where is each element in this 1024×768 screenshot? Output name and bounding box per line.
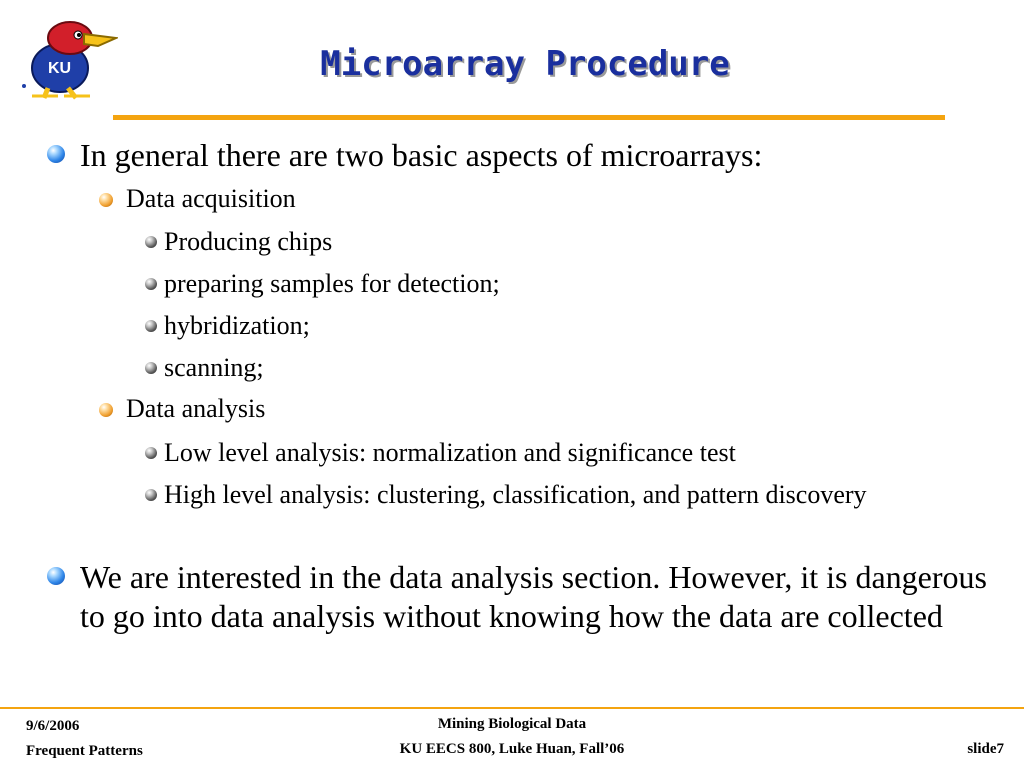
logo-text: KU bbox=[48, 60, 72, 77]
bullet-level2-item: Data acquisition bbox=[126, 184, 296, 213]
bullet-level3-item: hybridization; bbox=[164, 311, 310, 340]
bullet-level3-item: Producing chips bbox=[164, 227, 333, 256]
bullet-level3-item: preparing samples for detection; bbox=[164, 269, 500, 298]
slide-title: Microarray Procedure bbox=[320, 44, 730, 84]
bullet-icon bbox=[47, 145, 65, 163]
bullet-icon bbox=[145, 278, 157, 290]
bullet-level1-item: We are interested in the data analysis section. However, it is dangerous to go into data analysis without knowing how the data are collected bbox=[80, 559, 987, 634]
bullet-icon bbox=[145, 236, 157, 248]
bullet-icon bbox=[99, 193, 113, 207]
bullet-icon bbox=[145, 362, 157, 374]
bullet-icon bbox=[145, 447, 157, 459]
bullet-level1-item: In general there are two basic aspects of microarrays: bbox=[80, 137, 763, 173]
footer-rule bbox=[0, 707, 1024, 709]
bullet-level3-item: scanning; bbox=[164, 353, 264, 382]
footer-topic: Frequent Patterns bbox=[26, 743, 143, 759]
footer-slide-number: slide7 bbox=[967, 741, 1004, 757]
bullet-icon bbox=[47, 567, 65, 585]
footer-date: 9/6/2006 bbox=[26, 718, 80, 734]
bullet-icon bbox=[99, 403, 113, 417]
bullet-level3-item: High level analysis: clustering, classification, and pattern discovery bbox=[164, 480, 867, 509]
footer-course-title: Mining Biological Data bbox=[437, 716, 587, 732]
bullet-icon bbox=[145, 489, 157, 501]
bullet-level2-item: Data analysis bbox=[126, 394, 266, 423]
bullet-icon bbox=[145, 320, 157, 332]
bullet-level3-item: Low level analysis: normalization and significance test bbox=[164, 438, 736, 467]
footer-course-info: KU EECS 800, Luke Huan, Fall’06 bbox=[399, 741, 625, 757]
